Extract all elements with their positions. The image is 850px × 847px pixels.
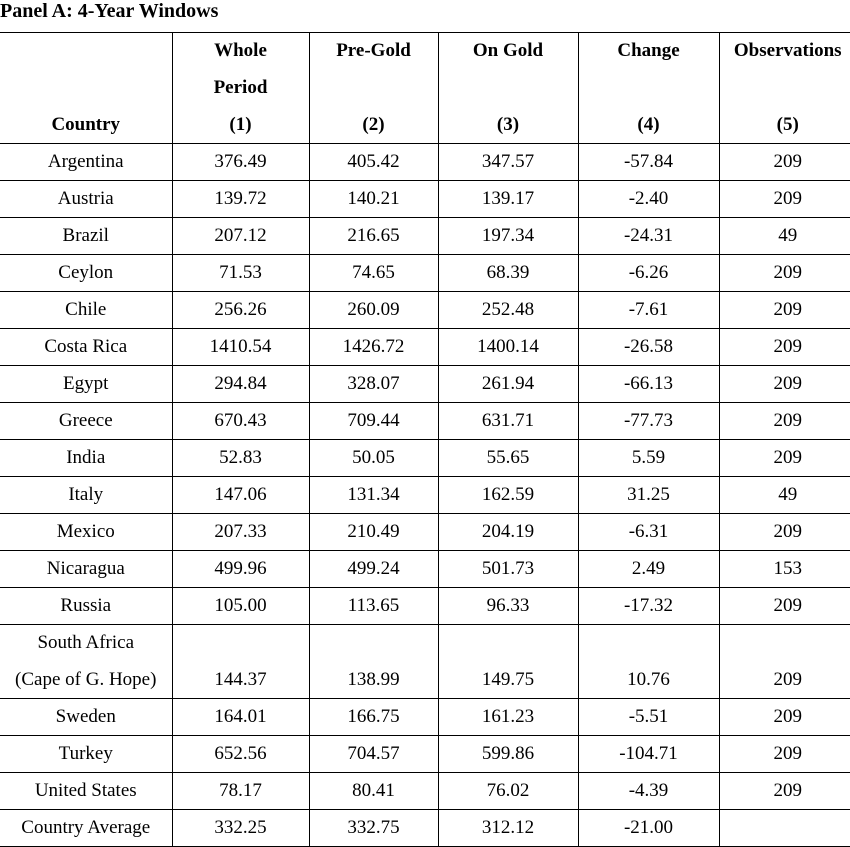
cell-change: -7.61: [578, 292, 719, 329]
table-row: [0, 329, 850, 366]
cell-ongold: 204.19: [438, 514, 578, 551]
cell-country: Mexico: [0, 514, 172, 551]
cell-blank: [172, 625, 309, 662]
cell-observations: 209: [719, 292, 850, 329]
header-ongold-line2: [438, 70, 578, 107]
cell-blank: [578, 625, 719, 662]
cell-observations: 209: [719, 403, 850, 440]
cell-pregold: 140.21: [309, 181, 438, 218]
cell-pregold: 74.65: [309, 255, 438, 292]
cell-whole: 294.84: [172, 366, 309, 403]
cell-whole: 144.37: [172, 662, 309, 699]
cell-whole: 207.33: [172, 514, 309, 551]
cell-whole: 71.53: [172, 255, 309, 292]
cell-observations: 209: [719, 514, 850, 551]
cell-whole: 164.01: [172, 699, 309, 736]
header-observations-line1: Observations: [719, 33, 850, 70]
header-country-line1: [0, 33, 172, 70]
cell-country: Argentina: [0, 144, 172, 181]
cell-observations: 49: [719, 477, 850, 514]
cell-country: South Africa: [0, 625, 172, 662]
cell-pregold: 216.65: [309, 218, 438, 255]
cell-observations: 209: [719, 773, 850, 810]
cell-pregold: 80.41: [309, 773, 438, 810]
table-row: [0, 181, 850, 218]
cell-country: United States: [0, 773, 172, 810]
header-country-line3: Country: [0, 107, 172, 144]
cell-whole: 332.25: [172, 810, 309, 847]
cell-country: India: [0, 440, 172, 477]
cell-ongold: 96.33: [438, 588, 578, 625]
cell-country: (Cape of G. Hope): [0, 662, 172, 699]
cell-country: Greece: [0, 403, 172, 440]
cell-whole: 139.72: [172, 181, 309, 218]
table-body: [0, 144, 850, 847]
cell-ongold: 347.57: [438, 144, 578, 181]
table-row: [0, 403, 850, 440]
cell-country: Egypt: [0, 366, 172, 403]
cell-ongold: 149.75: [438, 662, 578, 699]
header-whole-line1: Whole: [172, 33, 309, 70]
table-row: [0, 255, 850, 292]
cell-country: Italy: [0, 477, 172, 514]
cell-observations: 209: [719, 736, 850, 773]
header-country-line2: [0, 70, 172, 107]
cell-pregold: 260.09: [309, 292, 438, 329]
cell-ongold: 501.73: [438, 551, 578, 588]
cell-observations: 209: [719, 588, 850, 625]
cell-pregold: 50.05: [309, 440, 438, 477]
cell-country: Austria: [0, 181, 172, 218]
header-ongold-line3: (3): [438, 107, 578, 144]
cell-pregold: 332.75: [309, 810, 438, 847]
cell-observations: 209: [719, 329, 850, 366]
data-table: [0, 32, 850, 847]
cell-whole: 147.06: [172, 477, 309, 514]
header-change-line3: (4): [578, 107, 719, 144]
cell-country: Ceylon: [0, 255, 172, 292]
cell-ongold: 76.02: [438, 773, 578, 810]
cell-pregold: 704.57: [309, 736, 438, 773]
header-observations-line2: [719, 70, 850, 107]
header-ongold-line1: On Gold: [438, 33, 578, 70]
table-row: [0, 551, 850, 588]
cell-country: Chile: [0, 292, 172, 329]
cell-whole: 652.56: [172, 736, 309, 773]
table-row: [0, 477, 850, 514]
cell-change: -104.71: [578, 736, 719, 773]
cell-whole: 52.83: [172, 440, 309, 477]
header-pregold-line3: (2): [309, 107, 438, 144]
cell-observations: [719, 810, 850, 847]
header-row-3: [0, 107, 850, 144]
cell-country: Sweden: [0, 699, 172, 736]
cell-change: -24.31: [578, 218, 719, 255]
table-row: [0, 699, 850, 736]
cell-pregold: 499.24: [309, 551, 438, 588]
cell-change: 31.25: [578, 477, 719, 514]
table-row: [0, 588, 850, 625]
cell-change: -77.73: [578, 403, 719, 440]
cell-change: 2.49: [578, 551, 719, 588]
cell-observations: 209: [719, 440, 850, 477]
cell-ongold: 312.12: [438, 810, 578, 847]
cell-ongold: 631.71: [438, 403, 578, 440]
cell-country: Russia: [0, 588, 172, 625]
table-row: [0, 440, 850, 477]
cell-observations: 209: [719, 144, 850, 181]
cell-ongold: 139.17: [438, 181, 578, 218]
cell-whole: 670.43: [172, 403, 309, 440]
header-whole-line3: (1): [172, 107, 309, 144]
cell-whole: 499.96: [172, 551, 309, 588]
cell-change: -57.84: [578, 144, 719, 181]
header-pregold-line1: Pre-Gold: [309, 33, 438, 70]
cell-change: -2.40: [578, 181, 719, 218]
cell-pregold: 1426.72: [309, 329, 438, 366]
cell-change: -4.39: [578, 773, 719, 810]
cell-country: Costa Rica: [0, 329, 172, 366]
cell-observations: 209: [719, 366, 850, 403]
cell-change: -66.13: [578, 366, 719, 403]
cell-change: -21.00: [578, 810, 719, 847]
cell-whole: 256.26: [172, 292, 309, 329]
header-whole-line2: Period: [172, 70, 309, 107]
cell-blank: [309, 625, 438, 662]
table-row-south-africa-line2: [0, 662, 850, 699]
cell-observations: 153: [719, 551, 850, 588]
cell-observations: 209: [719, 181, 850, 218]
cell-ongold: 161.23: [438, 699, 578, 736]
cell-change: -6.31: [578, 514, 719, 551]
table-row: [0, 366, 850, 403]
header-row-1: [0, 33, 850, 70]
header-row-2: [0, 70, 850, 107]
cell-whole: 78.17: [172, 773, 309, 810]
cell-whole: 376.49: [172, 144, 309, 181]
table-row: [0, 144, 850, 181]
header-change-line2: [578, 70, 719, 107]
header-change-line1: Change: [578, 33, 719, 70]
cell-whole: 207.12: [172, 218, 309, 255]
cell-pregold: 709.44: [309, 403, 438, 440]
table-header: [0, 33, 850, 144]
cell-country: Country Average: [0, 810, 172, 847]
cell-whole: 1410.54: [172, 329, 309, 366]
table-row: [0, 773, 850, 810]
cell-observations: 209: [719, 662, 850, 699]
cell-pregold: 405.42: [309, 144, 438, 181]
cell-pregold: 131.34: [309, 477, 438, 514]
table-row-south-africa-line1: [0, 625, 850, 662]
table-row: [0, 292, 850, 329]
cell-change: -17.32: [578, 588, 719, 625]
cell-country: Turkey: [0, 736, 172, 773]
cell-pregold: 113.65: [309, 588, 438, 625]
cell-pregold: 138.99: [309, 662, 438, 699]
cell-ongold: 55.65: [438, 440, 578, 477]
cell-blank: [719, 625, 850, 662]
cell-country: Nicaragua: [0, 551, 172, 588]
cell-ongold: 197.34: [438, 218, 578, 255]
cell-change: 5.59: [578, 440, 719, 477]
table-row: [0, 514, 850, 551]
cell-whole: 105.00: [172, 588, 309, 625]
cell-change: 10.76: [578, 662, 719, 699]
cell-observations: 209: [719, 255, 850, 292]
cell-ongold: 599.86: [438, 736, 578, 773]
cell-ongold: 1400.14: [438, 329, 578, 366]
header-pregold-line2: [309, 70, 438, 107]
table-row: [0, 736, 850, 773]
table-row: [0, 218, 850, 255]
cell-change: -5.51: [578, 699, 719, 736]
cell-ongold: 252.48: [438, 292, 578, 329]
cell-pregold: 166.75: [309, 699, 438, 736]
cell-change: -6.26: [578, 255, 719, 292]
cell-pregold: 210.49: [309, 514, 438, 551]
header-observations-line3: (5): [719, 107, 850, 144]
cell-observations: 209: [719, 699, 850, 736]
cell-ongold: 162.59: [438, 477, 578, 514]
cell-country: Brazil: [0, 218, 172, 255]
cell-pregold: 328.07: [309, 366, 438, 403]
cell-change: -26.58: [578, 329, 719, 366]
cell-blank: [438, 625, 578, 662]
cell-observations: 49: [719, 218, 850, 255]
cell-ongold: 261.94: [438, 366, 578, 403]
panel-title: Panel A: 4-Year Windows: [0, 0, 219, 22]
cell-ongold: 68.39: [438, 255, 578, 292]
table-row-country-average: [0, 810, 850, 847]
